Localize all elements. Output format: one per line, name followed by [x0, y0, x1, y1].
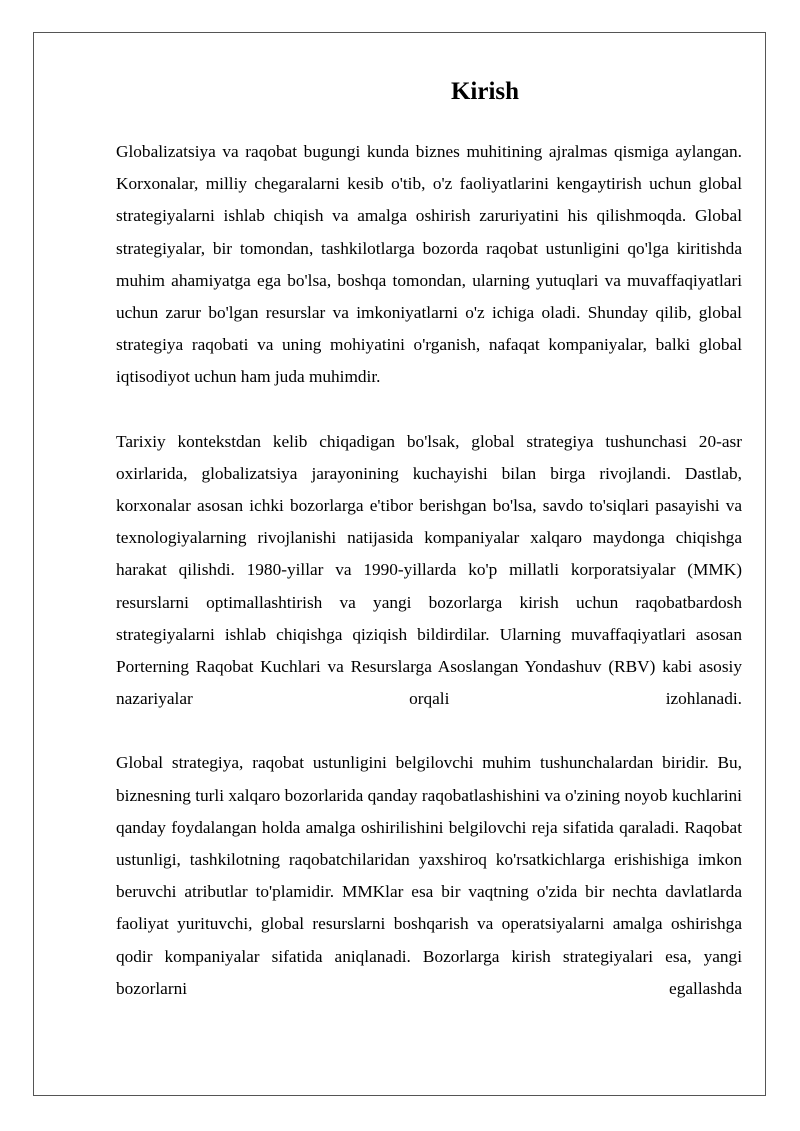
paragraph-1: Globalizatsiya va raqobat bugungi kunda biznes muhitining ajralmas qismiga aylangan. Korxonalar, milliy chegaralarni kesib o'tib, o'z faoliyatlarini kengaytirish uchun global strategiyalarni ishlab chiqish va amalga oshirish zaruriyatini his qilishmoqda. Global strategiyalar, bir tomondan, tashkilotlarga bozorda raqobat ustunligini qo'lga kiritishda muhim ahamiyatga ega bo'lsa, boshqa tomondan, ularning yutuqlari va muvaffaqiyatlari uchun zarur bo'lgan resurslar va imkoniyatlarni o'z ichiga oladi. Shunday qilib, global strategiya raqobati va uning mohiyatini o'rganish, nafaqat kompaniyalar, balki global iqtisodiyot uchun ham juda muhimdir. [116, 142, 742, 387]
document-body [116, 74, 742, 1037]
paragraph-3: Global strategiya, raqobat ustunligini belgilovchi muhim tushunchalardan biridir. Bu, biznesning turli xalqaro bozorlarida qanday raqobatlashishini va o'zining noyob kuchlarini qanday foydalangan holda amalga oshirilishini belgilovchi reja sifatida qaraladi. Raqobat ustunligi, tashkilotning raqobatchilaridan yaxshiroq ko'rsatkichlarga erishishiga imkon beruvchi atributlar to'plamidir. MMKlar esa bir vaqtning o'zida bir nechta davlatlarda faoliyat yurituvchi, global resurslarni boshqarish va operatsiyalarni amalga oshirishga qodir kompaniyalar sifatida aniqlanadi. Bozorlarga kirish strategiyalari esa, yangi bozorlarni egallashda [116, 753, 742, 998]
paragraph-2: Tarixiy kontekstdan kelib chiqadigan bo'lsak, global strategiya tushunchasi 20-asr oxirlarida, globalizatsiya jarayonining kuchayishi bilan birga rivojlandi. Dastlab, korxonalar asosan ichki bozorlarga e'tibor berishgan bo'lsa, savdo to'siqlari pasayishi va texnologiyalarning rivojlanishi natijasida kompaniyalar xalqaro maydonga chiqishga harakat qilishdi. 1980-yillar va 1990-yillarda ko'p millatli korporatsiyalar (MMK) resurslarni optimallashtirish va yangi bozorlarga kirish uchun raqobatbardosh strategiyalarni ishlab chiqishga qiziqish bildirdilar. Ularning muvaffaqiyatlari asosan Porterning Raqobat Kuchlari va Resurslarga Asoslangan Yondashuv (RBV) kabi asosiy nazariyalar orqali izohlanadi. [116, 431, 742, 709]
document-title: Kirish [450, 78, 520, 105]
